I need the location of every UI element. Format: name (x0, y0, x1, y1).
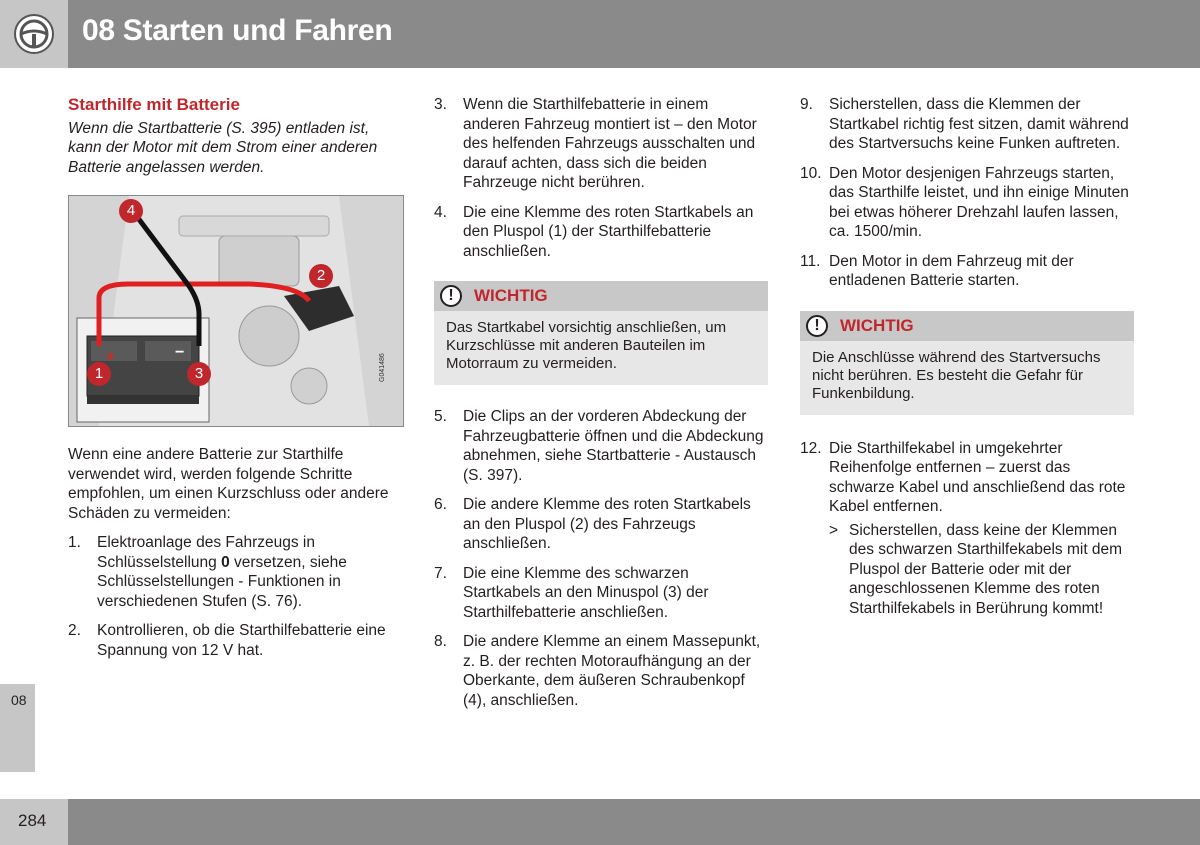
warning-box-1 (434, 281, 768, 385)
callout-2: 2 (309, 264, 333, 288)
figure-code: G041486 (379, 353, 386, 382)
step-text: Kontrollieren, ob die Starthilfebatterie eine Spannung von 12 V hat. (97, 622, 386, 659)
chapter-side-tab[interactable] (0, 684, 35, 772)
page-number: 284 (18, 811, 47, 830)
step-text: Elektroanlage des Fahrzeugs in Schlüsselstellung 0 versetzen, siehe Schlüsselstellungen - Funktionen in verschiedenen Stufen (S. 76). (97, 534, 347, 610)
list-subitem (829, 521, 1134, 619)
list-item-step-8 (434, 632, 768, 710)
column-middle (434, 95, 768, 710)
list-item-step-1 (68, 533, 404, 611)
battery-plus-symbol: + (106, 348, 115, 365)
header-icon-box (0, 0, 68, 68)
list-item-step-7 (434, 564, 768, 623)
warning-text: Die Anschlüsse während des Startversuchs nicht berühren. Es besteht die Gefahr für Funkenbildung. (812, 348, 1101, 402)
footer-bar (68, 799, 1200, 845)
warning-exclamation-icon: ! (806, 315, 828, 337)
list-item-step-2 (68, 621, 404, 660)
step-number: 11. (800, 252, 821, 270)
step-text: Die andere Klemme an einem Massepunkt, z. B. der rechten Motoraufhängung an der Oberkante, dem äußeren Schraubenkopf (4), anschließen. (463, 633, 761, 709)
paragraph-intro-steps: Wenn eine andere Batterie zur Starthilfe verwendet wird, werden folgende Schritte empfohlen, um einen Kurzschluss oder andere Schäden zu vermeiden: (68, 446, 389, 522)
step-text: Die Clips an der vorderen Abdeckung der Fahrzeugbatterie öffnen und die Abdeckung abnehmen, siehe Startbatterie - Austausch (S. 397). (463, 408, 764, 484)
list-item-step-4 (434, 203, 768, 262)
chapter-side-tab-label: 08 (11, 692, 27, 708)
warning-label: WICHTIG (840, 315, 914, 335)
step-number: 8. (434, 633, 447, 650)
chapter-title: 08 Starten und Fahren (82, 14, 393, 47)
step-number: 1. (68, 534, 81, 551)
jump-start-illustration (68, 195, 404, 427)
list-item-step-10 (800, 164, 1134, 242)
list-item-step-9 (800, 95, 1134, 154)
warning-label: WICHTIG (474, 286, 548, 306)
list-item-step-12 (800, 439, 1134, 517)
list-item-step-5 (434, 407, 768, 485)
step-number: 10. (800, 164, 822, 182)
step-number: 3. (434, 96, 447, 113)
list-item-step-11 (800, 252, 1134, 291)
subitem-marker: > (829, 521, 839, 539)
subitem-text: Sicherstellen, dass keine der Klemmen des schwarzen Starthilfekabels mit dem Pluspol der Batterie oder mit der angeschlossenen Klemme des roten Starthilfekabels in Berührung kommt! (849, 521, 1123, 617)
warning-exclamation-icon: ! (440, 285, 462, 307)
step-text: Den Motor in dem Fahrzeug mit der entladenen Batterie starten. (829, 252, 1074, 289)
list-item-step-6 (434, 495, 768, 554)
battery-minus-symbol: − (175, 344, 185, 361)
section-intro: Wenn die Startbatterie (S. 395) entladen ist, kann der Motor mit dem Strom einer anderen Batterie angelassen werden. (68, 119, 378, 176)
step-number: 2. (68, 622, 81, 639)
step-text: Die andere Klemme des roten Startkabels an den Pluspol (2) des Fahrzeugs anschließen. (463, 496, 751, 552)
step-number: 4. (434, 203, 447, 221)
section-title: Starthilfe mit Batterie (68, 95, 240, 114)
step-number: 6. (434, 496, 447, 513)
step-text: Die Starthilfekabel in umgekehrter Reihenfolge entfernen – zuerst das schwarze Kabel und anschließend das rote Kabel entfernen. (829, 439, 1126, 515)
warning-header (800, 311, 1134, 341)
callout-4: 4 (119, 199, 143, 223)
step-text: Wenn die Starthilfebatterie in einem anderen Fahrzeug montiert ist – den Motor des helfenden Fahrzeugs ausschalten und darauf achten, dass sich die beiden Fahrzeuge nicht berühren. (463, 96, 757, 191)
column-right (800, 95, 1134, 618)
step-number: 5. (434, 408, 447, 425)
warning-header (434, 281, 768, 311)
step-text: Die eine Klemme des roten Startkabels an den Pluspol (1) der Starthilfebatterie anschließen. (463, 203, 754, 260)
step-number: 7. (434, 564, 447, 582)
step-number: 9. (800, 96, 813, 113)
page-number-box (0, 799, 68, 845)
step-number: 12. (800, 439, 822, 457)
steering-wheel-icon (12, 12, 56, 56)
column-left (68, 95, 404, 660)
callout-3: 3 (187, 362, 211, 386)
step-text: Den Motor desjenigen Fahrzeugs starten, das Starthilfe leistet, und ihn einige Minuten bei etwas höherer Drehzahl laufen lassen, ca. 1500/min. (829, 164, 1129, 240)
callout-1: 1 (87, 362, 111, 386)
step-text: Die eine Klemme des schwarzen Startkabels an den Minuspol (3) der Starthilfebatterie anschließen. (463, 564, 709, 621)
list-item-step-3 (434, 95, 768, 193)
warning-text: Das Startkabel vorsichtig anschließen, um Kurzschlüsse mit anderen Bauteilen im Motorraum zu vermeiden. (446, 319, 727, 372)
engine-bay-drawing (69, 196, 403, 426)
step-text: Sicherstellen, dass die Klemmen der Startkabel richtig fest sitzen, damit während des Startversuchs keine Funken auftreten. (829, 96, 1129, 152)
warning-box-2 (800, 311, 1134, 415)
